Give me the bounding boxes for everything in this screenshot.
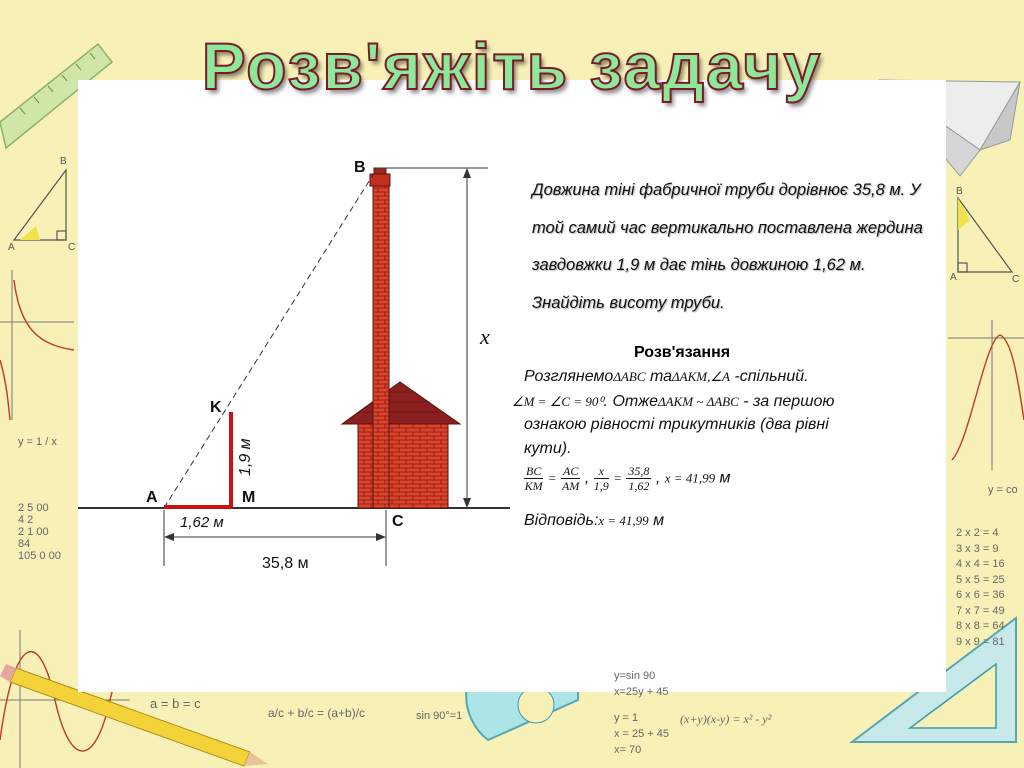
solution-line-3: ознакою рівності трикутників (два рівні <box>524 416 829 433</box>
equals-sign: = <box>547 470 557 486</box>
solution-text: - за першою <box>738 393 835 410</box>
deco-system-2-line: y = 1 <box>614 712 639 724</box>
deco-arith-line: 2 5 00 <box>18 502 49 514</box>
deco-formula-y-inv: y = 1 / x <box>18 436 57 448</box>
fraction-numerator: BC <box>526 464 542 478</box>
deco-system-2-line: x= 70 <box>614 744 642 756</box>
fraction-numerator: AC <box>563 464 579 478</box>
svg-text:B: B <box>60 156 67 167</box>
fraction-denominator: 1,62 <box>628 479 650 493</box>
times-table-row: 3 x 3 = 9 <box>956 542 999 555</box>
svg-text:B: B <box>956 186 963 197</box>
deco-formula-y-cos: y = co <box>988 484 1018 496</box>
deco-sine-law-c: c <box>194 696 201 711</box>
equals-sign: = <box>613 470 622 486</box>
pipe-shadow-label: 35,8 м <box>262 555 309 572</box>
fraction-bc-km <box>524 464 543 493</box>
deco-formula-identity: (x+y)(x-y) = x² - y² <box>680 712 772 726</box>
deco-arith-line: 2 1 00 <box>18 526 49 538</box>
label-C: C <box>392 513 404 530</box>
problem-statement: Довжина тіні фабричної труби дорівнює 35,8 м. У той самий час вертикально поставлена жердина завдовжки 1,9 м дає тінь довжиною 1,62 м. Знайдіть висоту труби. <box>532 181 923 312</box>
solution-line-1 <box>524 368 809 386</box>
fraction-x-19 <box>594 464 609 493</box>
deco-arith-line: 4 2 <box>18 514 34 526</box>
times-table-row: 7 x 7 = 49 <box>956 604 1005 617</box>
deco-arith-line: 105 0 00 <box>18 550 61 562</box>
solution-text: та <box>645 368 673 385</box>
deco-system-1-line: y=sin 90 <box>614 670 656 682</box>
solution-text: Розглянемо <box>524 368 614 385</box>
page-title: Розв'яжіть задачу <box>201 29 823 103</box>
deco-arith-line: 84 <box>18 538 31 550</box>
math-triangle: ΔABC <box>613 369 646 384</box>
chimney-top <box>370 174 390 186</box>
svg-text:C: C <box>68 242 76 253</box>
deco-sine-law-b: b <box>172 696 180 711</box>
chimney <box>373 186 389 508</box>
solution-heading: Розв'язання <box>634 344 731 361</box>
house-wall <box>358 424 448 508</box>
fraction-denominator: AM <box>562 479 580 493</box>
result-value: x = 41,99 <box>664 470 716 486</box>
svg-text:A: A <box>950 272 957 283</box>
label-M: M <box>242 489 256 506</box>
times-table-row: 5 x 5 = 25 <box>956 573 1005 586</box>
deco-formula-sin90: sin 90°=1 <box>416 710 463 722</box>
svg-text:C: C <box>1012 274 1020 285</box>
solution-line-2 <box>512 393 834 411</box>
ratio-equation <box>524 464 731 493</box>
times-table-row: 6 x 6 = 36 <box>956 589 1005 601</box>
pole-shadow-label: 1,62 м <box>180 514 224 531</box>
fraction-numerator: 35,8 <box>628 464 650 478</box>
times-table-row: 9 x 9 = 81 <box>956 635 1005 648</box>
fraction-denominator: 1,9 <box>593 479 609 493</box>
solution-text: . Отже <box>603 393 658 410</box>
separator: , <box>655 469 661 487</box>
result-unit: м <box>719 469 731 487</box>
svg-text:A: A <box>8 242 15 253</box>
pole-height-label: 1,9 м <box>237 438 254 476</box>
math-angle: ,∠A <box>707 369 730 384</box>
times-table-row: 2 x 2 = 4 <box>956 527 999 539</box>
fraction-ac-am <box>561 464 580 493</box>
label-A: A <box>146 489 158 506</box>
deco-formula-fraction-sum: a/c + b/c = (a+b)/c <box>268 706 366 720</box>
answer-unit: м <box>653 512 665 529</box>
deco-sine-law: a = b = c <box>150 696 201 711</box>
deco-system-2-line: x = 25 + 45 <box>614 728 670 740</box>
times-table-row: 4 x 4 = 16 <box>956 558 1005 570</box>
deco-sine-law-a: a <box>150 696 158 711</box>
separator: , <box>584 469 590 487</box>
chimney-cap <box>374 168 386 174</box>
answer-value: x = 41,99 <box>598 513 649 528</box>
deco-system-1-line: x=25y + 45 <box>614 686 669 698</box>
fraction-numerator: x <box>594 464 609 479</box>
house-roof <box>342 382 460 424</box>
math-similarity: ΔAKM ~ ΔABC <box>657 394 739 409</box>
answer-label: Відповідь: <box>524 512 599 529</box>
fraction-358-162 <box>626 464 651 493</box>
times-table-row: 8 x 8 = 64 <box>956 620 1005 632</box>
fraction-denominator: KM <box>524 479 543 493</box>
label-x: x <box>480 324 490 349</box>
answer-line <box>524 512 664 530</box>
math-triangle: ΔAKM <box>672 369 708 384</box>
solution-text: -спільний. <box>729 368 809 385</box>
solution-line-4: кути). <box>524 440 572 457</box>
label-B: B <box>354 159 366 176</box>
math-angle-equality: ∠M = ∠C = 90⁰ <box>512 394 604 409</box>
line-AB <box>164 170 376 508</box>
label-K: K <box>210 399 222 416</box>
